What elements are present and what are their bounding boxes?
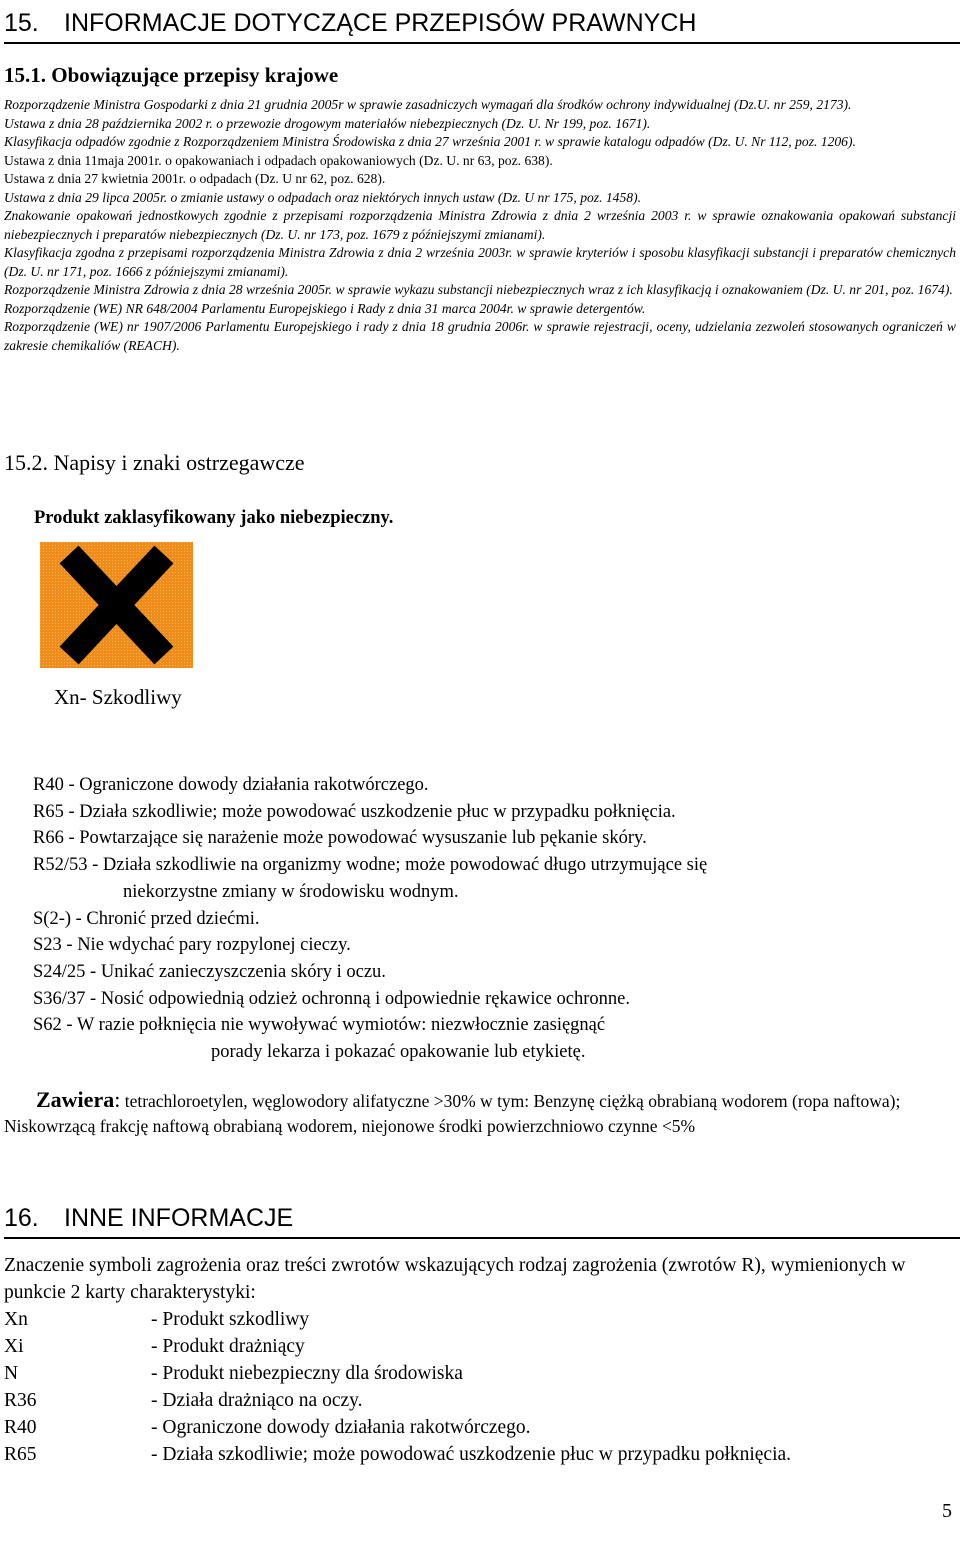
legend-code: N [4,1363,19,1384]
hazard-notice: Produkt zaklasyfikowany jako niebezpieczny. [34,508,394,528]
regulation-item: Rozporządzenie Ministra Zdrowia z dnia 28 września 2005r. w sprawie wykazu substancji niebezpiecznych wraz z ich klasyfikacją i oznakowaniem (Dz. U. nr 201, poz. 1674). [4,282,953,297]
pictogram-label: Xn- Szkodliwy [54,685,182,709]
legend-description: - Produkt szkodliwy [151,1309,310,1330]
subsection-15-2-number: 15.2. [4,450,48,475]
regulation-item: Rozporządzenie Ministra Gospodarki z dnia 21 grudnia 2005r w sprawie zasadniczych wymagań dla środków ochrony indywidualnej (Dz.U. nr 259, 2173). [4,97,852,112]
legend-row [4,1387,791,1414]
regulation-item: Znakowanie opakowań jednostkowych zgodnie z przepisami rozporządzenia Ministra Zdrowia z dnia 2 września 2003 r. w sprawie oznakowania opakowań substancji niebezpiecznych i preparatów niebezpiecznych (Dz. U. nr 173, poz. 1679 z późniejszymi zmianami). [4,208,956,242]
subsection-15-2-heading [4,450,305,476]
regulation-item: Rozporządzenie (WE) nr 1907/2006 Parlamentu Europejskiego i rady z dnia 18 grudnia 2006r. w sprawie rejestracji, oceny, udzielania zezwoleń stosowanych ograniczeń w zakresie chemikaliów (REACH). [4,319,956,353]
section-16-heading [4,1203,960,1239]
regulation-item: Klasyfikacja odpadów zgodnie z Rozporządzeniem Ministra Środowiska z dnia 27 września 2001 r. w sprawie katalogu odpadów (Dz. U. Nr 112, poz. 1206). [4,134,856,149]
legend-description: - Produkt drażniący [151,1336,305,1357]
legend-description: - Działa drażniąco na oczy. [151,1390,363,1411]
legend-code: Xi [4,1336,24,1357]
section-15-title: INFORMACJE DOTYCZĄCE PRZEPISÓW PRAWNYCH [64,9,697,37]
phrase-line: R65 - Działa szkodliwie; może powodować uszkodzenie płuc w przypadku połknięcia. [33,801,676,822]
legend-row [4,1333,791,1360]
legend-row [4,1441,791,1468]
phrase-line: S23 - Nie wdychać pary rozpylonej cieczy. [33,935,351,956]
section-15-heading [4,8,960,44]
phrase-line: niekorzystne zmiany w środowisku wodnym. [123,881,459,902]
phrase-line: R40 - Ograniczone dowody działania rakotwórczego. [33,775,429,795]
phrase-line: S24/25 - Unikać zanieczyszczenia skóry i oczu. [33,961,386,982]
regulation-item: Ustawa z dnia 28 października 2002 r. o przewozie drogowym materiałów niebezpiecznych (Dz. U. Nr 199, poz. 1671). [4,115,651,131]
contains-label: Zawiera [36,1087,115,1112]
subsection-15-2-title: Napisy i znaki ostrzegawcze [53,450,305,475]
risk-safety-phrases [33,772,707,1066]
legend-description: - Produkt niebezpieczny dla środowiska [151,1363,463,1384]
regulation-item: Klasyfikacja zgodna z przepisami rozporządzenia Ministra Zdrowia z dnia 2 września 2003r. w sprawie kryteriów i sposobu klasyfikacji substancji i preparatów chemicznych (Dz. U. nr 171, poz. 1666 z późniejszymi zmianami). [4,245,956,279]
regulations-list [4,96,956,355]
legend-row [4,1360,791,1387]
phrase-line: R52/53 - Działa szkodliwie na organizmy wodne; może powodować długo utrzymujące się [33,855,708,876]
legend-code: Xn [4,1309,28,1330]
phrase-line: S62 - W razie połknięcia nie wywoływać wymiotów: niezwłocznie zasięgnąć [33,1015,606,1036]
subsection-15-1-heading [4,62,338,88]
regulation-item: Rozporządzenie (WE) NR 648/2004 Parlamentu Europejskiego i Rady z dnia 31 marca 2004r. w sprawie detergentów. [4,300,646,316]
subsection-15-1-title: Obowiązujące przepisy krajowe [51,63,339,87]
legend-description: - Ograniczone dowody działania rakotwórczego. [151,1417,531,1438]
legend-code: R36 [4,1390,37,1411]
legend-code: R65 [4,1444,37,1465]
phrase-line: S36/37 - Nosić odpowiednią odzież ochronną i odpowiednie rękawice ochronne. [33,988,630,1009]
section-16-intro: Znaczenie symboli zagrożenia oraz treści zwrotów wskazujących rodzaj zagrożenia (zwrotów R), wymienionych w punkcie 2 karty charakterystyki: [4,1255,906,1303]
xn-harmful-cross-icon [40,542,193,668]
section-15-number: 15. [4,9,39,37]
regulation-item: Ustawa z dnia 29 lipca 2005r. o zmianie ustawy o odpadach oraz niektórych innych ustaw (Dz. U nr 175, poz. 1458). [4,189,641,205]
legend-code: R40 [4,1417,37,1438]
contains-statement [4,1088,954,1138]
regulation-item: Ustawa z dnia 27 kwietnia 2001r. o odpadach (Dz. U nr 62, poz. 628). [4,171,386,186]
section-16-number: 16. [4,1204,39,1232]
contains-colon: : [114,1087,121,1112]
legend-row [4,1414,791,1441]
phrase-line: S(2-) - Chronić przed dziećmi. [33,908,260,929]
page-number: 5 [942,1500,952,1522]
symbol-legend [4,1306,791,1468]
subsection-15-1-number: 15.1. [4,63,46,87]
phrase-line: R66 - Powtarzające się narażenie może powodować wysuszanie lub pękanie skóry. [33,828,647,849]
section-16-title: INNE INFORMACJE [64,1204,294,1232]
regulation-item: Ustawa z dnia 11maja 2001r. o opakowaniach i odpadach opakowaniowych (Dz. U. nr 63, poz. 638). [4,152,553,168]
legend-row [4,1306,791,1333]
legend-description: - Działa szkodliwie; może powodować uszkodzenie płuc w przypadku połknięcia. [151,1444,792,1465]
contains-text: tetrachloroetylen, węglowodory alifatyczne >30% w tym: Benzynę ciężką obrabianą wodorem (ropa naftowa); Niskowrzącą frakcję naftową obrabianą wodorem, niejonowe środki powierzchniowo czynne <5% [4,1091,901,1136]
phrase-line: porady lekarza i pokazać opakowanie lub etykietę. [211,1042,586,1063]
